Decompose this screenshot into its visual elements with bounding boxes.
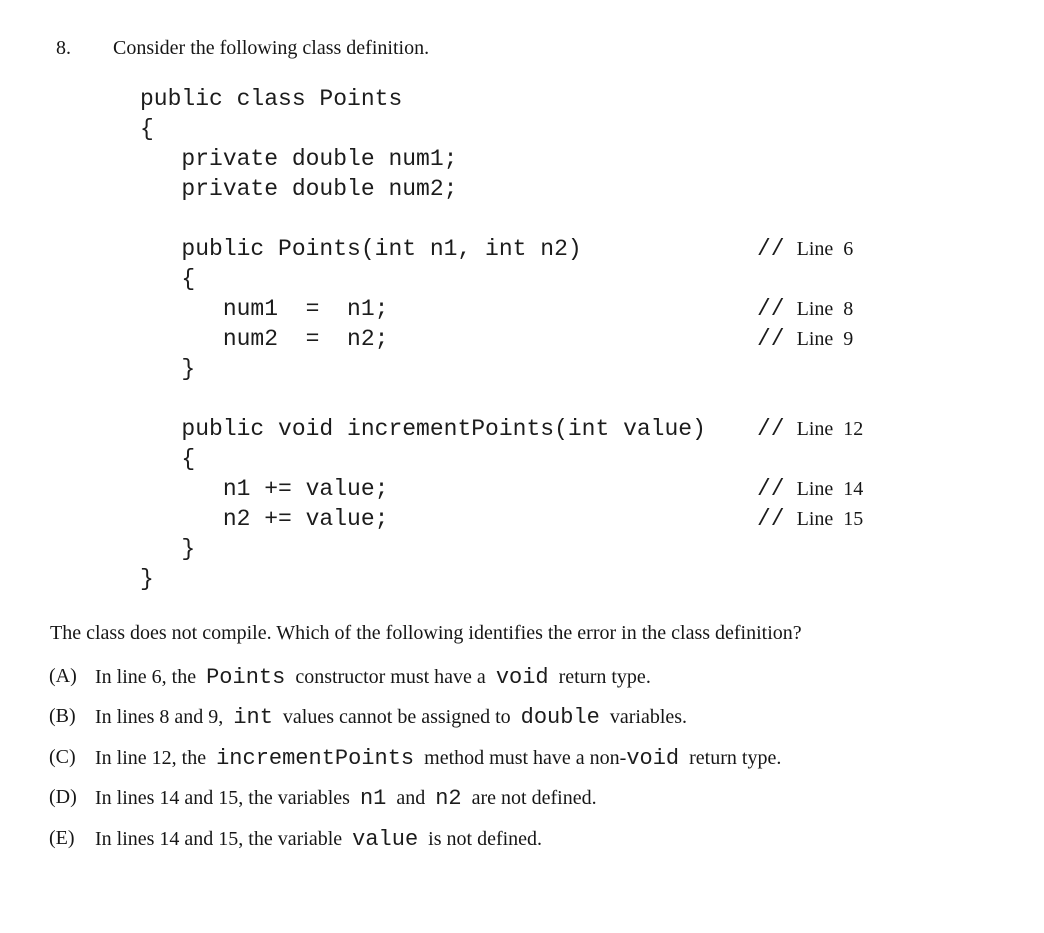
question-prompt: Consider the following class definition. — [113, 37, 430, 59]
code-line — [140, 384, 1030, 414]
text-segment: values cannot be assigned to — [272, 706, 521, 728]
line-number-comment — [757, 414, 863, 446]
code-text: { — [140, 266, 196, 292]
option-d — [0, 786, 1044, 816]
question-number: 8. — [56, 37, 71, 59]
code-text: n1 += value; — [140, 476, 389, 502]
code-line — [140, 234, 1030, 264]
code-text: { — [140, 446, 196, 472]
code-text: public class Points — [140, 86, 403, 112]
comment-slashes: // — [757, 476, 785, 502]
comment-text: Line 9 — [796, 328, 854, 350]
comment-text: Line 8 — [796, 298, 854, 320]
comment-text: Line 14 — [796, 478, 864, 500]
line-number-comment — [757, 294, 853, 326]
code-text: private double num1; — [140, 146, 458, 172]
code-line — [140, 564, 1030, 594]
code-term: Points — [206, 665, 286, 690]
option-text — [95, 705, 687, 730]
code-text: } — [140, 356, 196, 382]
code-line — [140, 354, 1030, 384]
code-text: n2 += value; — [140, 506, 389, 532]
comment-text: Line 15 — [796, 508, 864, 530]
line-number-comment — [757, 234, 853, 266]
code-term: void — [626, 746, 680, 771]
option-label: (D) — [49, 786, 77, 808]
code-term: int — [233, 705, 273, 730]
code-line — [140, 144, 1030, 174]
code-line — [140, 114, 1030, 144]
comment-slashes: // — [757, 326, 785, 352]
code-line — [140, 534, 1030, 564]
code-line — [140, 294, 1030, 324]
code-term: double — [520, 705, 600, 730]
option-b — [0, 705, 1044, 735]
option-a — [0, 665, 1044, 695]
text-segment: In lines 14 and 15, the variables — [95, 787, 360, 809]
code-line — [140, 474, 1030, 504]
line-number-comment — [757, 324, 853, 356]
text-segment: method must have a non- — [414, 747, 627, 769]
code-text: num2 = n2; — [140, 326, 389, 352]
text-segment: In lines 8 and 9, — [95, 706, 234, 728]
code-term: void — [495, 665, 549, 690]
code-line — [140, 174, 1030, 204]
text-segment: return type. — [548, 666, 651, 688]
code-line — [140, 204, 1030, 234]
code-text — [140, 384, 1030, 414]
option-text — [95, 786, 597, 811]
comment-slashes: // — [757, 416, 785, 442]
code-text — [140, 204, 1030, 234]
comment-text: Line 6 — [796, 238, 854, 260]
option-text — [95, 746, 781, 771]
code-line — [140, 324, 1030, 354]
option-c — [0, 746, 1044, 776]
code-term: value — [352, 827, 419, 852]
text-segment: constructor must have a — [285, 666, 496, 688]
comment-slashes: // — [757, 236, 785, 262]
code-block — [140, 84, 1030, 594]
line-number-comment — [757, 474, 863, 506]
question-text: The class does not compile. Which of the following identifies the error in the class definition? — [50, 622, 802, 644]
code-text: } — [140, 536, 196, 562]
option-text — [95, 827, 542, 852]
text-segment: is not defined. — [418, 828, 543, 850]
text-segment: variables. — [599, 706, 688, 728]
text-segment: and — [386, 787, 436, 809]
code-term: n1 — [359, 786, 387, 811]
code-line — [140, 444, 1030, 474]
line-number-comment — [757, 504, 863, 536]
comment-slashes: // — [757, 296, 785, 322]
option-label: (B) — [49, 705, 76, 727]
text-segment: are not defined. — [461, 787, 597, 809]
code-text: } — [140, 566, 154, 592]
option-label: (C) — [49, 746, 76, 768]
code-line — [140, 504, 1030, 534]
code-text: public void incrementPoints(int value) — [140, 416, 706, 442]
text-segment: In lines 14 and 15, the variable — [95, 828, 353, 850]
text-segment: In line 12, the — [95, 747, 217, 769]
option-text — [95, 665, 651, 690]
code-line — [140, 414, 1030, 444]
code-line — [140, 84, 1030, 114]
text-segment: return type. — [679, 747, 782, 769]
text-segment: In line 6, the — [95, 666, 207, 688]
code-line — [140, 264, 1030, 294]
code-text: private double num2; — [140, 176, 458, 202]
comment-slashes: // — [757, 506, 785, 532]
code-text: { — [140, 116, 154, 142]
option-label: (E) — [49, 827, 75, 849]
code-term: incrementPoints — [216, 746, 415, 771]
option-label: (A) — [49, 665, 77, 687]
code-text: num1 = n1; — [140, 296, 389, 322]
code-term: n2 — [435, 786, 462, 811]
comment-text: Line 12 — [796, 418, 864, 440]
option-e — [0, 827, 1044, 857]
code-text: public Points(int n1, int n2) — [140, 236, 582, 262]
